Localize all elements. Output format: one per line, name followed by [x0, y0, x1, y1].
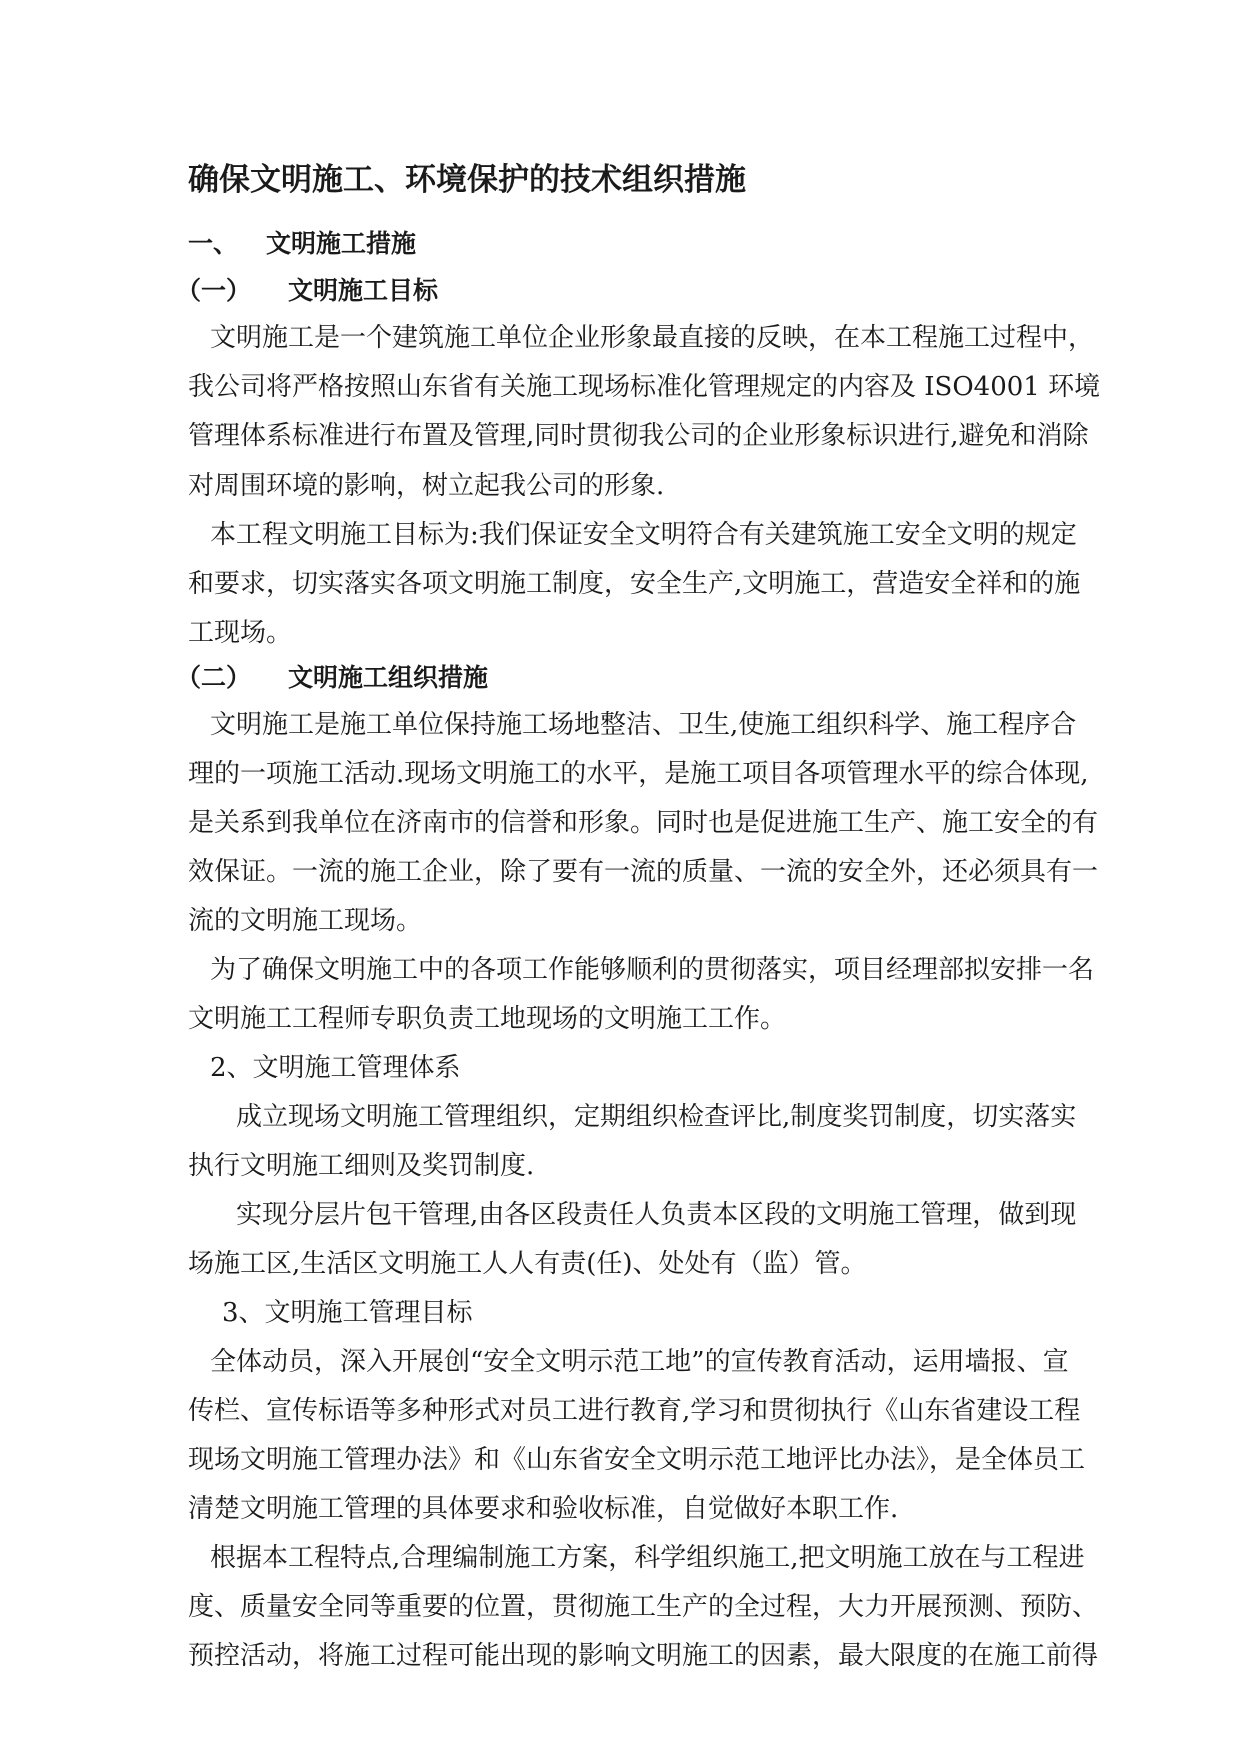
paragraph-line: 场施工区,生活区文明施工人人有责(任)、处处有（监）管。 — [188, 1249, 867, 1279]
paragraph-line: 效保证。一流的施工企业，除了要有一流的质量、一流的安全外，还必须具有一 — [188, 857, 1099, 887]
subsection-number: （二） — [176, 663, 252, 692]
subsection-label: 文明施工目标 — [288, 276, 439, 305]
paragraph-line: 全体动员，深入开展创“安全文明示范工地”的宣传教育活动，运用墙报、宣 — [210, 1347, 1069, 1377]
paragraph-line: 度、质量安全同等重要的位置，贯彻施工生产的全过程，大力开展预测、预防、 — [188, 1592, 1099, 1622]
paragraph-line: 执行文明施工细则及奖罚制度. — [188, 1151, 535, 1181]
paragraph-line: 是关系到我单位在济南市的信誉和形象。同时也是促进施工生产、施工安全的有 — [188, 808, 1099, 838]
paragraph-line: 传栏、宣传标语等多种形式对员工进行教育,学习和贯彻执行《山东省建设工程 — [188, 1396, 1081, 1426]
section-label: 文明施工措施 — [266, 229, 417, 258]
document-title: 确保文明施工、环境保护的技术组织措施 — [188, 162, 746, 198]
paragraph-line: 我公司将严格按照山东省有关施工现场标准化管理规定的内容及 ISO4001 环境 — [188, 372, 1101, 402]
section-number: 一、 — [188, 229, 239, 258]
list-item-heading: 2、文明施工管理体系 — [210, 1053, 461, 1083]
paragraph-line: 理的一项施工活动.现场文明施工的水平，是施工项目各项管理水平的综合体现, — [188, 759, 1089, 789]
subsection-number: （一） — [176, 276, 252, 305]
paragraph-line: 文明施工是一个建筑施工单位企业形象最直接的反映，在本工程施工过程中， — [210, 323, 1095, 353]
paragraph-line: 流的文明施工现场。 — [188, 906, 423, 936]
section-heading-1 — [188, 227, 416, 261]
paragraph-line: 和要求，切实落实各项文明施工制度，安全生产,文明施工，营造安全祥和的施 — [188, 569, 1081, 599]
paragraph-line: 实现分层片包干管理,由各区段责任人负责本区段的文明施工管理，做到现 — [236, 1200, 1077, 1230]
subsection-label: 文明施工组织措施 — [288, 663, 489, 692]
paragraph-line: 现场文明施工管理办法》和《山东省安全文明示范工地评比办法》，是全体员工 — [188, 1445, 1086, 1475]
paragraph-line: 文明施工是施工单位保持施工场地整洁、卫生,使施工组织科学、施工程序合 — [210, 710, 1077, 740]
paragraph-line: 清楚文明施工管理的具体要求和验收标准，自觉做好本职工作. — [188, 1494, 899, 1524]
list-item-heading: 3、文明施工管理目标 — [222, 1298, 473, 1328]
paragraph-line: 对周围环境的影响，树立起我公司的形象. — [188, 471, 665, 501]
paragraph-line: 成立现场文明施工管理组织，定期组织检查评比,制度奖罚制度，切实落实 — [236, 1102, 1077, 1132]
paragraph-line: 根据本工程特点,合理编制施工方案，科学组织施工,把文明施工放在与工程进 — [210, 1543, 1085, 1573]
paragraph-line: 文明施工工程师专职负责工地现场的文明施工工作。 — [188, 1004, 787, 1034]
paragraph-line: 工现场。 — [188, 618, 293, 648]
paragraph-line: 预控活动，将施工过程可能出现的影响文明施工的因素，最大限度的在施工前得 — [188, 1641, 1099, 1671]
paragraph-line: 为了确保文明施工中的各项工作能够顺利的贯彻落实，项目经理部拟安排一名 — [210, 955, 1095, 985]
paragraph-line: 本工程文明施工目标为:我们保证安全文明符合有关建筑施工安全文明的规定 — [210, 520, 1077, 550]
paragraph-line: 管理体系标准进行布置及管理,同时贯彻我公司的企业形象标识进行,避免和消除 — [188, 421, 1089, 451]
subsection-heading-2 — [176, 661, 488, 695]
subsection-heading-1 — [176, 274, 438, 308]
